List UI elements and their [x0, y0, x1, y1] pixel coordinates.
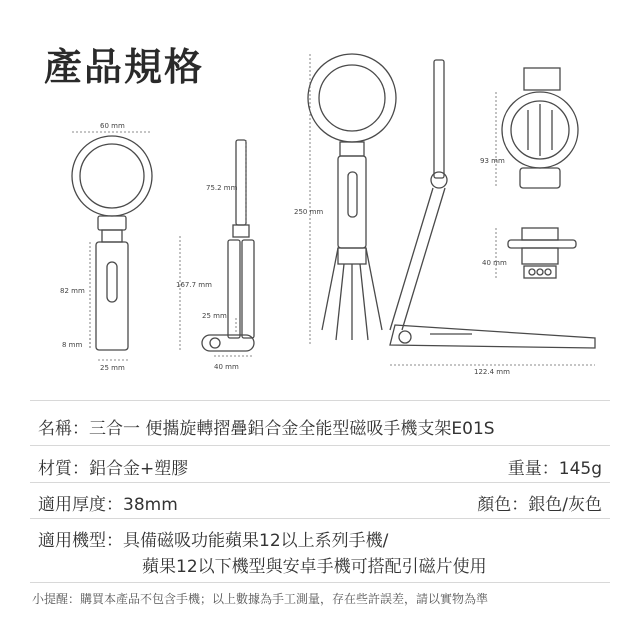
front-view — [72, 136, 152, 350]
dim-93mm: 93 mm — [480, 157, 505, 165]
spec-weight: 重量：145g — [507, 459, 602, 479]
dim-40mm-a: 40 mm — [214, 363, 239, 371]
dim-75-2mm: 75.2 mm — [206, 184, 238, 192]
page-title: 產品規格 — [44, 45, 205, 89]
spec-models-row-2 — [38, 548, 602, 578]
spec-name: 名稱：三合一 便攜旋轉摺疊鋁合金全能型磁吸手機支架E01S — [38, 419, 495, 439]
top-right-view — [502, 68, 578, 188]
spec-models-line2: 蘋果12以下機型與安卓手機可搭配引磁片使用 — [142, 557, 487, 577]
divider — [30, 445, 610, 446]
dim-25mm-a: 25 mm — [100, 364, 125, 372]
dim-122-4mm: 122.4 mm — [474, 368, 510, 376]
divider — [30, 482, 610, 483]
dim-25mm-b: 25 mm — [202, 312, 227, 320]
divider — [30, 582, 610, 583]
spec-material: 材質：鋁合金+塑膠 — [38, 459, 189, 479]
spec-color: 顏色：銀色/灰色 — [477, 495, 602, 515]
dim-8mm: 8 mm — [62, 341, 83, 349]
dim-82mm: 82 mm — [60, 287, 85, 295]
dim-40mm-b: 40 mm — [482, 259, 507, 267]
bottom-right-view — [508, 228, 576, 278]
spec-material-row — [38, 450, 602, 480]
spec-thickness-row — [38, 486, 602, 516]
extended-side-view — [390, 60, 595, 348]
dim-250mm: 250 mm — [294, 208, 324, 216]
divider — [30, 518, 610, 519]
spec-name-row — [38, 410, 602, 440]
dim-60mm: 60 mm — [100, 122, 125, 130]
tall-front-view — [308, 54, 396, 340]
spec-thickness: 適用厚度：38mm — [38, 495, 178, 515]
divider — [30, 400, 610, 401]
footnote: 小提醒：購買本產品不包含手機；以上數據為手工測量，存在些許誤差，請以實物為準 — [32, 592, 489, 606]
spec-models-line1: 適用機型：具備磁吸功能蘋果12以上系列手機/ — [38, 531, 389, 551]
dim-167-7mm: 167.7 mm — [176, 281, 212, 289]
